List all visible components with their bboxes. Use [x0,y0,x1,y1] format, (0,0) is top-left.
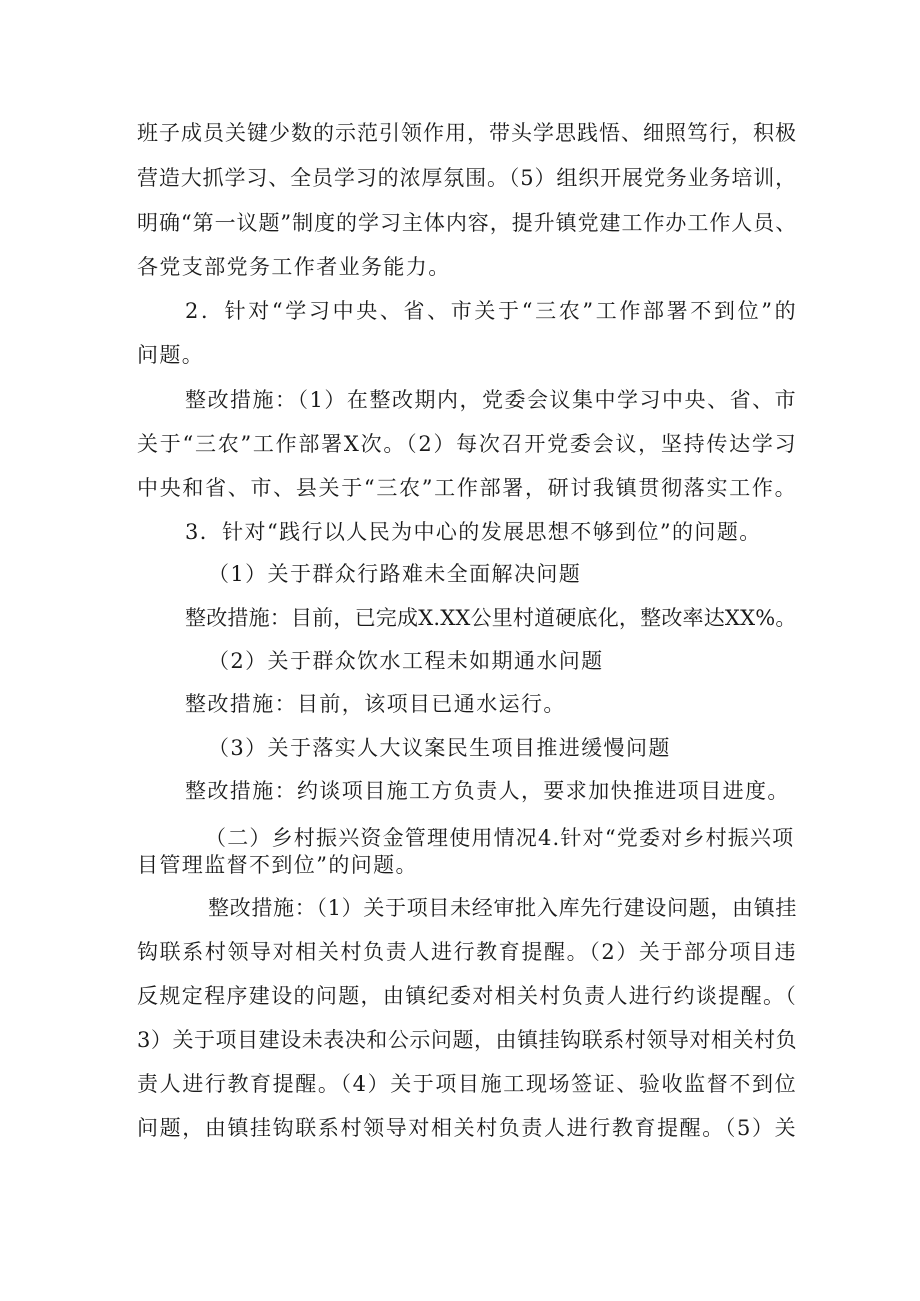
text-line: 整改措施：（1）在整改期内，党委会议集中学习中央、省、市 [185,388,797,412]
text-line: 各党支部党务工作者业务能力。 [137,255,451,279]
text-line: 营造大抓学习、全员学习的浓厚氛围。（5）组织开展党务业务培训， [137,166,797,190]
subsection-heading: （1）关于群众行路难未全面解决问题 [208,562,582,586]
text-line: 反规定程序建设的问题，由镇纪委对相关村负责人进行约谈提醒。（ [137,984,797,1008]
subsection-heading: （3）关于落实人大议案民生项目推进缓慢问题 [208,736,671,760]
section-heading: 2．针对“学习中央、省、市关于“三农”工作部署不到位”的 [185,299,797,323]
subsection-heading: （2）关于群众饮水工程未如期通水问题 [208,649,604,673]
text-line: 明确“第一议题”制度的学习主体内容，提升镇党建工作办工作人员、 [137,211,797,235]
text-line: 目管理监督不到位”的问题。 [137,853,418,877]
text-line: 班子成员关键少数的示范引领作用，带头学思践悟、细照笃行，积极 [137,121,797,145]
text-line: 整改措施：目前，该项目已通水运行。 [185,692,566,716]
text-line: 钩联系村领导对相关村负责人进行教育提醒。（2）关于部分项目违 [137,940,797,964]
text-line: 整改措施：（1）关于项目未经审批入库先行建设问题，由镇挂 [208,896,797,920]
section-heading: （二）乡村振兴资金管理使用情况4.针对“党委对乡村振兴项 [205,826,795,850]
text-line: 问题，由镇挂钩联系村领导对相关村负责人进行教育提醒。（5）关 [137,1116,797,1140]
text-line: 关于“三农”工作部署X次。（2）每次召开党委会议，坚持传达学习 [137,432,797,456]
text-line: 整改措施：约谈项目施工方负责人，要求加快推进项目进度。 [185,779,790,803]
text-line: 问题。 [137,343,205,367]
text-line: 中央和省、市、县关于“三农”工作部署，研讨我镇贯彻落实工作。 [137,476,797,500]
text-line: 责人进行教育提醒。（4）关于项目施工现场签证、验收监督不到位 [137,1072,797,1096]
text-line: 整改措施：目前，已完成X.XX公里村道硬底化，整改率达XX%。 [185,606,797,630]
section-heading: 3．针对“践行以人民为中心的发展思想不够到位”的问题。 [185,520,762,544]
text-line: 3）关于项目建设未表决和公示问题，由镇挂钩联系村领导对相关村负 [137,1028,797,1052]
